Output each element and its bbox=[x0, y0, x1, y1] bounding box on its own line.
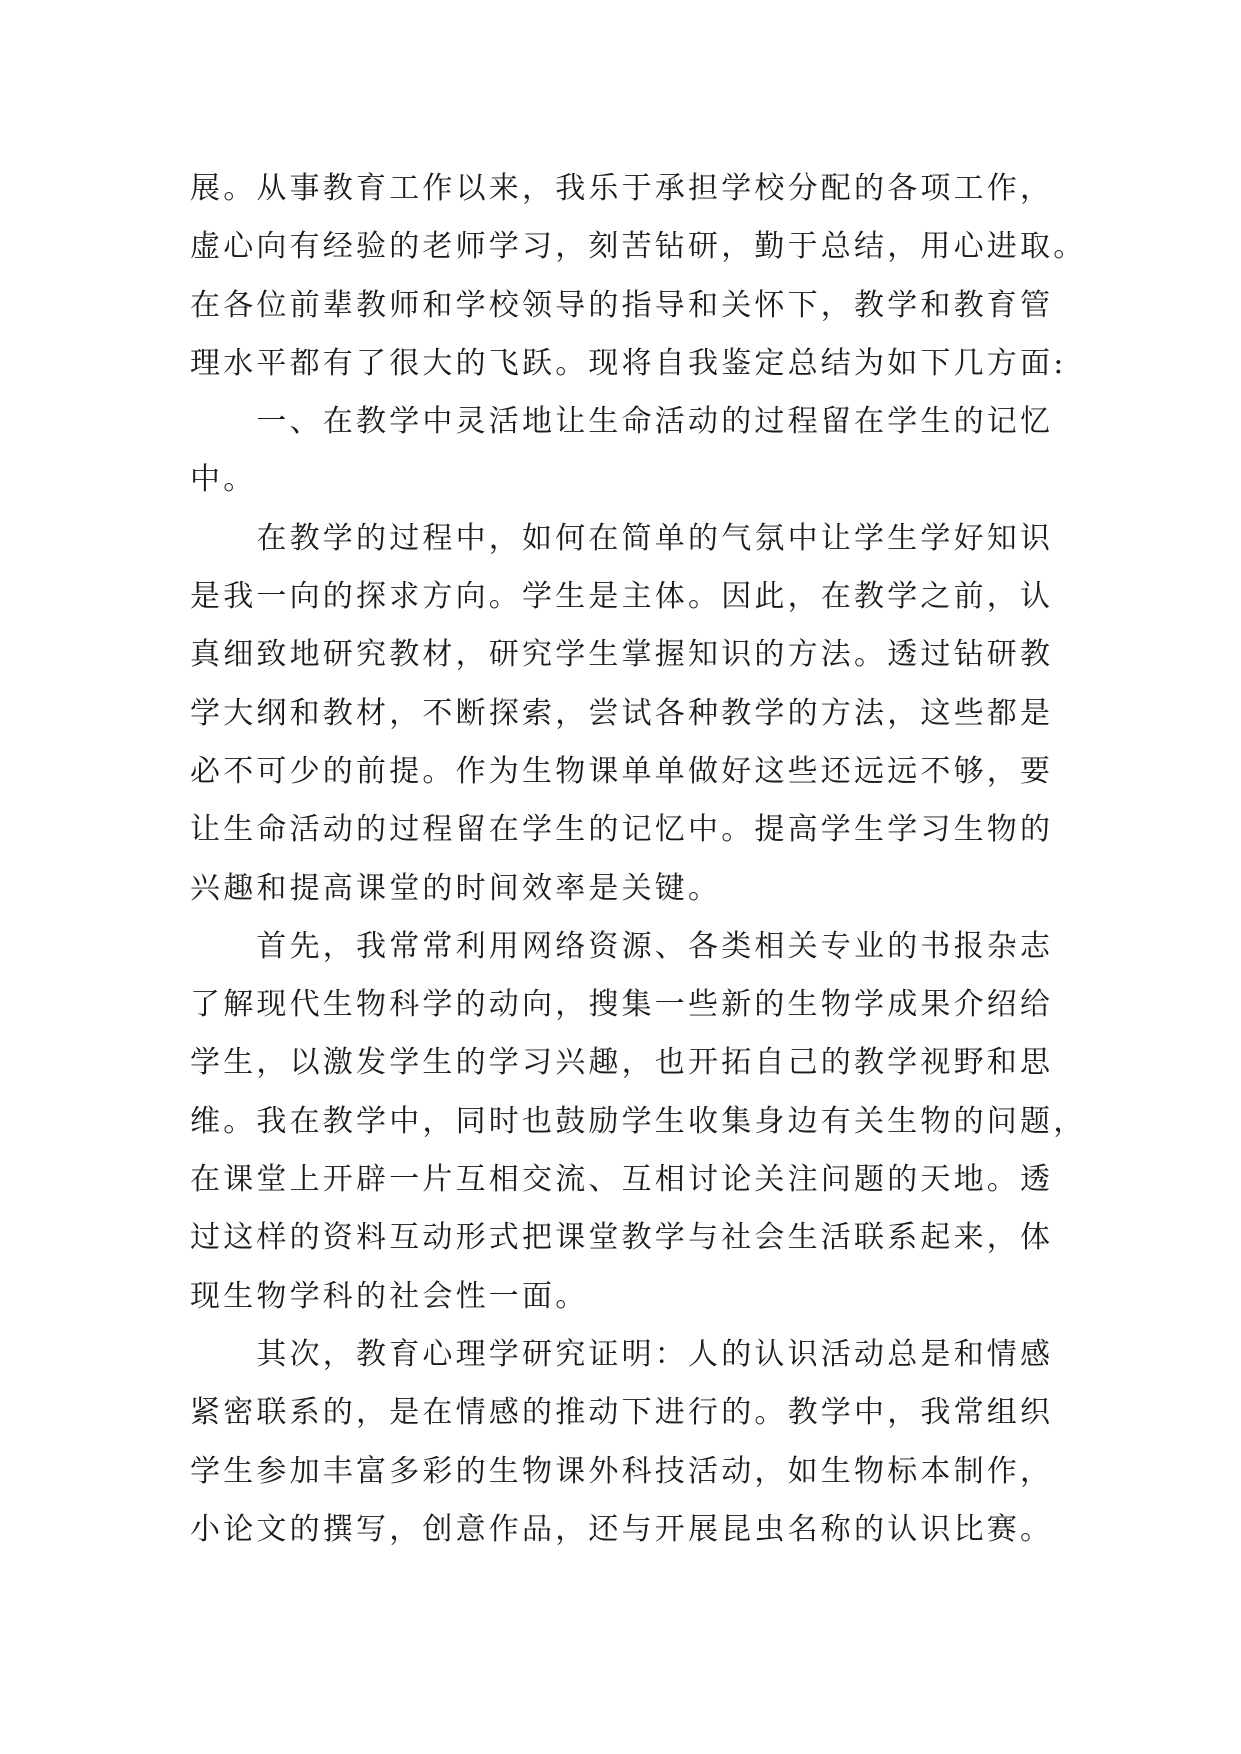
text-line: 了解现代生物科学的动向，搜集一些新的生物学成果介绍给 bbox=[190, 987, 1054, 1023]
text-line: 学大纲和教材，不断探索，尝试各种教学的方法，这些都是 bbox=[190, 695, 1054, 731]
text-line: 必不可少的前提。作为生物课单单做好这些还远远不够，要 bbox=[190, 753, 1054, 789]
text-line: 小论文的撰写，创意作品，还与开展昆虫名称的认识比赛。 bbox=[190, 1511, 1054, 1547]
text-line: 兴趣和提高课堂的时间效率是关键。 bbox=[190, 870, 722, 906]
text-line: 在各位前辈教师和学校领导的指导和关怀下，教学和教育管 bbox=[190, 287, 1054, 323]
text-line: 是我一向的探求方向。学生是主体。因此，在教学之前，认 bbox=[190, 579, 1054, 615]
text-line: 让生命活动的过程留在学生的记忆中。提高学生学习生物的 bbox=[190, 812, 1054, 848]
text-line: 虚心向有经验的老师学习，刻苦钻研，勤于总结，用心进取。 bbox=[190, 229, 1087, 265]
text-line: 真细致地研究教材，研究学生掌握知识的方法。透过钻研教 bbox=[190, 637, 1054, 673]
text-line: 紧密联系的，是在情感的推动下进行的。教学中，我常组织 bbox=[190, 1395, 1054, 1431]
body-text bbox=[190, 160, 1087, 1559]
text-line: 学生，以激发学生的学习兴趣，也开拓自己的教学视野和思 bbox=[190, 1045, 1054, 1081]
section-heading: 一、在教学中灵活地让生命活动的过程留在学生的记忆 bbox=[190, 404, 1054, 440]
text-line: 首先，我常常利用网络资源、各类相关专业的书报杂志 bbox=[190, 928, 1054, 964]
text-line: 其次，教育心理学研究证明：人的认识活动总是和情感 bbox=[190, 1336, 1054, 1372]
text-line: 现生物学科的社会性一面。 bbox=[190, 1278, 589, 1314]
text-line: 过这样的资料互动形式把课堂教学与社会生活联系起来，体 bbox=[190, 1220, 1054, 1256]
text-line: 在教学的过程中，如何在简单的气氛中让学生学好知识 bbox=[190, 520, 1054, 556]
text-line: 展。从事教育工作以来，我乐于承担学校分配的各项工作， bbox=[190, 171, 1054, 206]
text-line: 学生参加丰富多彩的生物课外科技活动，如生物标本制作， bbox=[190, 1453, 1054, 1489]
section-heading-continued: 中。 bbox=[190, 462, 257, 498]
text-line: 理水平都有了很大的飞跃。现将自我鉴定总结为如下几方面: bbox=[190, 345, 1067, 381]
text-line: 维。我在教学中，同时也鼓励学生收集身边有关生物的问题， bbox=[190, 1103, 1087, 1139]
text-line: 在课堂上开辟一片互相交流、互相讨论关注问题的天地。透 bbox=[190, 1162, 1054, 1198]
